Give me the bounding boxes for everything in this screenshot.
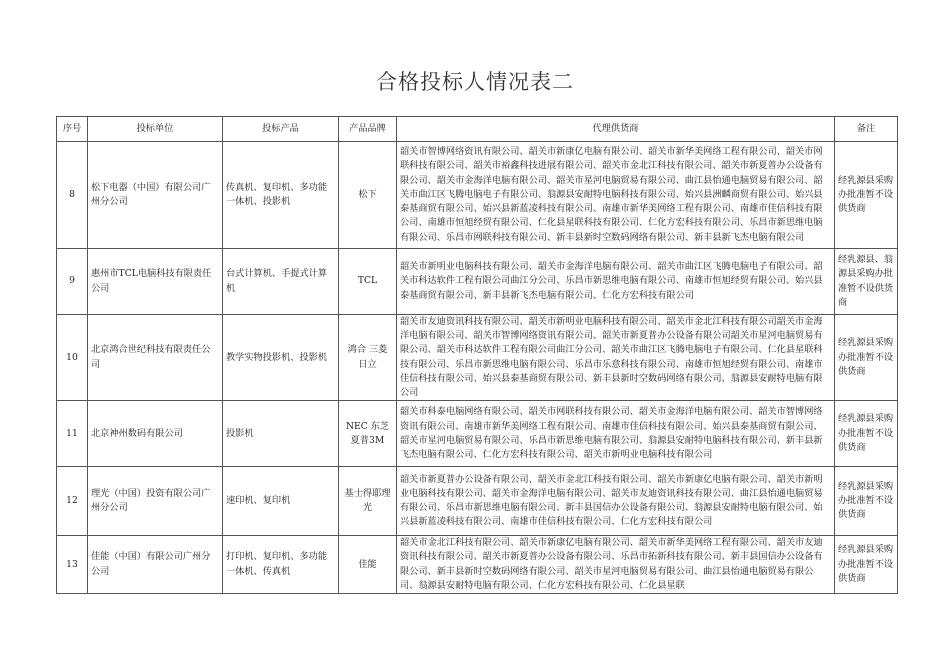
qualified-bidders-table — [56, 116, 898, 594]
table-row — [57, 315, 898, 401]
header-note: 备注 — [835, 117, 898, 142]
cell-supplier: 韶关市友迪资讯科技有限公司、韶关市新明业电脑科技有限公司、韶关市金北江科技有限公司韶关市金海洋电脑有限公司、韶关市智博网络资讯有限公司、韶关市新夏普办公设备有限公司韶关市星河电脑贸易有限公司、韶关市科达软件工程有限公司曲江分公司、韶关市曲江区飞腾电脑电子有限公司、仁化县星联科技有限公司、乐昌市新思维电脑有限公司、乐昌市乐意科技有限公司、南雄市恒旭经贸有限公司、南雄市佳信科技有限公司、始兴县泰基商贸有限公司、新丰县新时空数码网络有限公司、翁源县安耐特电脑有限公司 — [397, 315, 835, 401]
cell-seq: 13 — [57, 536, 88, 594]
page-title: 合格投标人情况表二 — [376, 70, 574, 94]
cell-note: 经乳源县采购办批准暂不设供货商 — [835, 142, 898, 249]
cell-seq: 10 — [57, 315, 88, 401]
header-supplier: 代理供货商 — [397, 117, 835, 142]
header-row — [57, 117, 898, 142]
cell-note: 经乳源县采购办批准暂不设供货商 — [835, 401, 898, 467]
header-seq: 序号 — [57, 117, 88, 142]
cell-product: 传真机、复印机、多功能一体机、投影机 — [223, 142, 339, 249]
cell-product: 打印机、复印机、多功能一体机、传真机 — [223, 536, 339, 594]
cell-brand: 佳能 — [339, 536, 397, 594]
cell-supplier: 韶关市科泰电脑网络有限公司、韶关市网联科技有限公司、韶关市金海洋电脑有限公司、韶关市智博网络资讯有限公司、南雄市新华美网络工程有限公司、南雄市佳信科技有限公司、始兴县泰基商贸有限公司、韶关市星河电脑贸易有限公司、乐昌市新思维电脑有限公司、翁源县安耐特电脑科技有限公司、新丰县新飞杰电脑有限公司、仁化方宏科技有限公司、韶关市新明业电脑科技有限公司 — [397, 401, 835, 467]
cell-brand: 松下 — [339, 142, 397, 249]
cell-seq: 9 — [57, 249, 88, 315]
cell-note: 经乳源县、翁源县采购办批准暂不设供货商 — [835, 249, 898, 315]
cell-product: 台式计算机、手提式计算机 — [223, 249, 339, 315]
cell-note: 经乳源县采购办批准暂不设供货商 — [835, 536, 898, 594]
cell-seq: 11 — [57, 401, 88, 467]
table-row — [57, 249, 898, 315]
table-row — [57, 536, 898, 594]
cell-unit: 惠州市TCL电脑科技有限责任公司 — [88, 249, 223, 315]
cell-seq: 12 — [57, 467, 88, 536]
cell-supplier: 韶关市智博网络资讯有限公司、韶关市新康亿电脑有限公司、韶关市新华美网络工程有限公司、韶关市网联科技有限公司、韶关市裕鑫科技进展有限公司、韶关市金北江科技有限公司、韶关市新夏普办公设备有限公司、韶关市金海洋电脑有限公司、韶关市星河电脑贸易有限公司、曲江县怡通电脑贸易有限公司、韶关市曲江区飞腾电脑电子有限公司、翁源县安耐特电脑科技有限公司、始兴县洲麟商贸有限公司、始兴县泰基商贸有限公司、始兴县新蓝凌科技有限公司、南雄市新华美网络工程有限公司、南雄市佳信科技有限公司、南雄市恒旭经贸有限公司、仁化县星联科技有限公司、仁化方宏科技有限公司、乐昌市新思维电脑有限公司、乐昌市网联科技有限公司、新丰县新时空数码网络有限公司、新丰县新飞杰电脑有限公司 — [397, 142, 835, 249]
cell-supplier: 韶关市新夏普办公设备有限公司、韶关市金北江科技有限公司、韶关市新康亿电脑有限公司、韶关市新明业电脑科技有限公司、韶关市金海洋电脑有限公司、韶关市友迪资讯科技有限公司、曲江县怡通电脑贸易有限公司、乐昌市新思维电脑有限公司、新丰县国信办公设备有限公司、翁源县安耐特电脑有限公司、始兴县新蓝凌科技有限公司、南雄市佳信科技有限公司、仁化方宏科技有限公司 — [397, 467, 835, 536]
cell-brand: 鸿合 三菱 日立 — [339, 315, 397, 401]
table-row — [57, 467, 898, 536]
cell-product: 教学实物投影机、投影机 — [223, 315, 339, 401]
cell-brand: TCL — [339, 249, 397, 315]
cell-seq: 8 — [57, 142, 88, 249]
cell-unit: 理光（中国）投资有限公司广州分公司 — [88, 467, 223, 536]
cell-unit: 北京鸿合世纪科技有限责任公司 — [88, 315, 223, 401]
cell-supplier: 韶关市金北江科技有限公司、韶关市新康亿电脑有限公司、韶关市新华美网络工程有限公司、韶关市友迪资讯科技有限公司、韶关市新夏普办公设备有限公司、乐昌市拓新科技有限公司、新丰县国信办公设备有限公司、新丰县新时空数码网络有限公司、韶关市星河电脑贸易有限公司、曲江县怡通电脑贸易有限公司、翁源县安耐特电脑有限公司、仁化方宏科技有限公司、仁化县星联 — [397, 536, 835, 594]
cell-product: 投影机 — [223, 401, 339, 467]
cell-product: 速印机、复印机 — [223, 467, 339, 536]
cell-brand: 基士得耶理光 — [339, 467, 397, 536]
cell-brand: NEC 东芝夏普3M — [339, 401, 397, 467]
cell-note: 经乳源县采购办批准暂不设供货商 — [835, 467, 898, 536]
header-brand: 产品品牌 — [339, 117, 397, 142]
header-unit: 投标单位 — [88, 117, 223, 142]
table-row — [57, 401, 898, 467]
table-row — [57, 142, 898, 249]
cell-supplier: 韶关市新明业电脑科技有限公司、韶关市金海洋电脑有限公司、韶关市曲江区飞腾电脑电子有限公司、韶关市科达软件工程有限公司曲江分公司、乐昌市新思维电脑有限公司、南雄市恒旭经贸有限公司、始兴县泰基商贸有限公司、新丰县新飞杰电脑有限公司、仁化方宏科技有限公司 — [397, 249, 835, 315]
cell-unit: 松下电器（中国）有限公司广州分公司 — [88, 142, 223, 249]
cell-note: 经乳源县采购办批准暂不设供货商 — [835, 315, 898, 401]
cell-unit: 佳能（中国）有限公司广州分公司 — [88, 536, 223, 594]
header-product: 投标产品 — [223, 117, 339, 142]
cell-unit: 北京神州数码有限公司 — [88, 401, 223, 467]
